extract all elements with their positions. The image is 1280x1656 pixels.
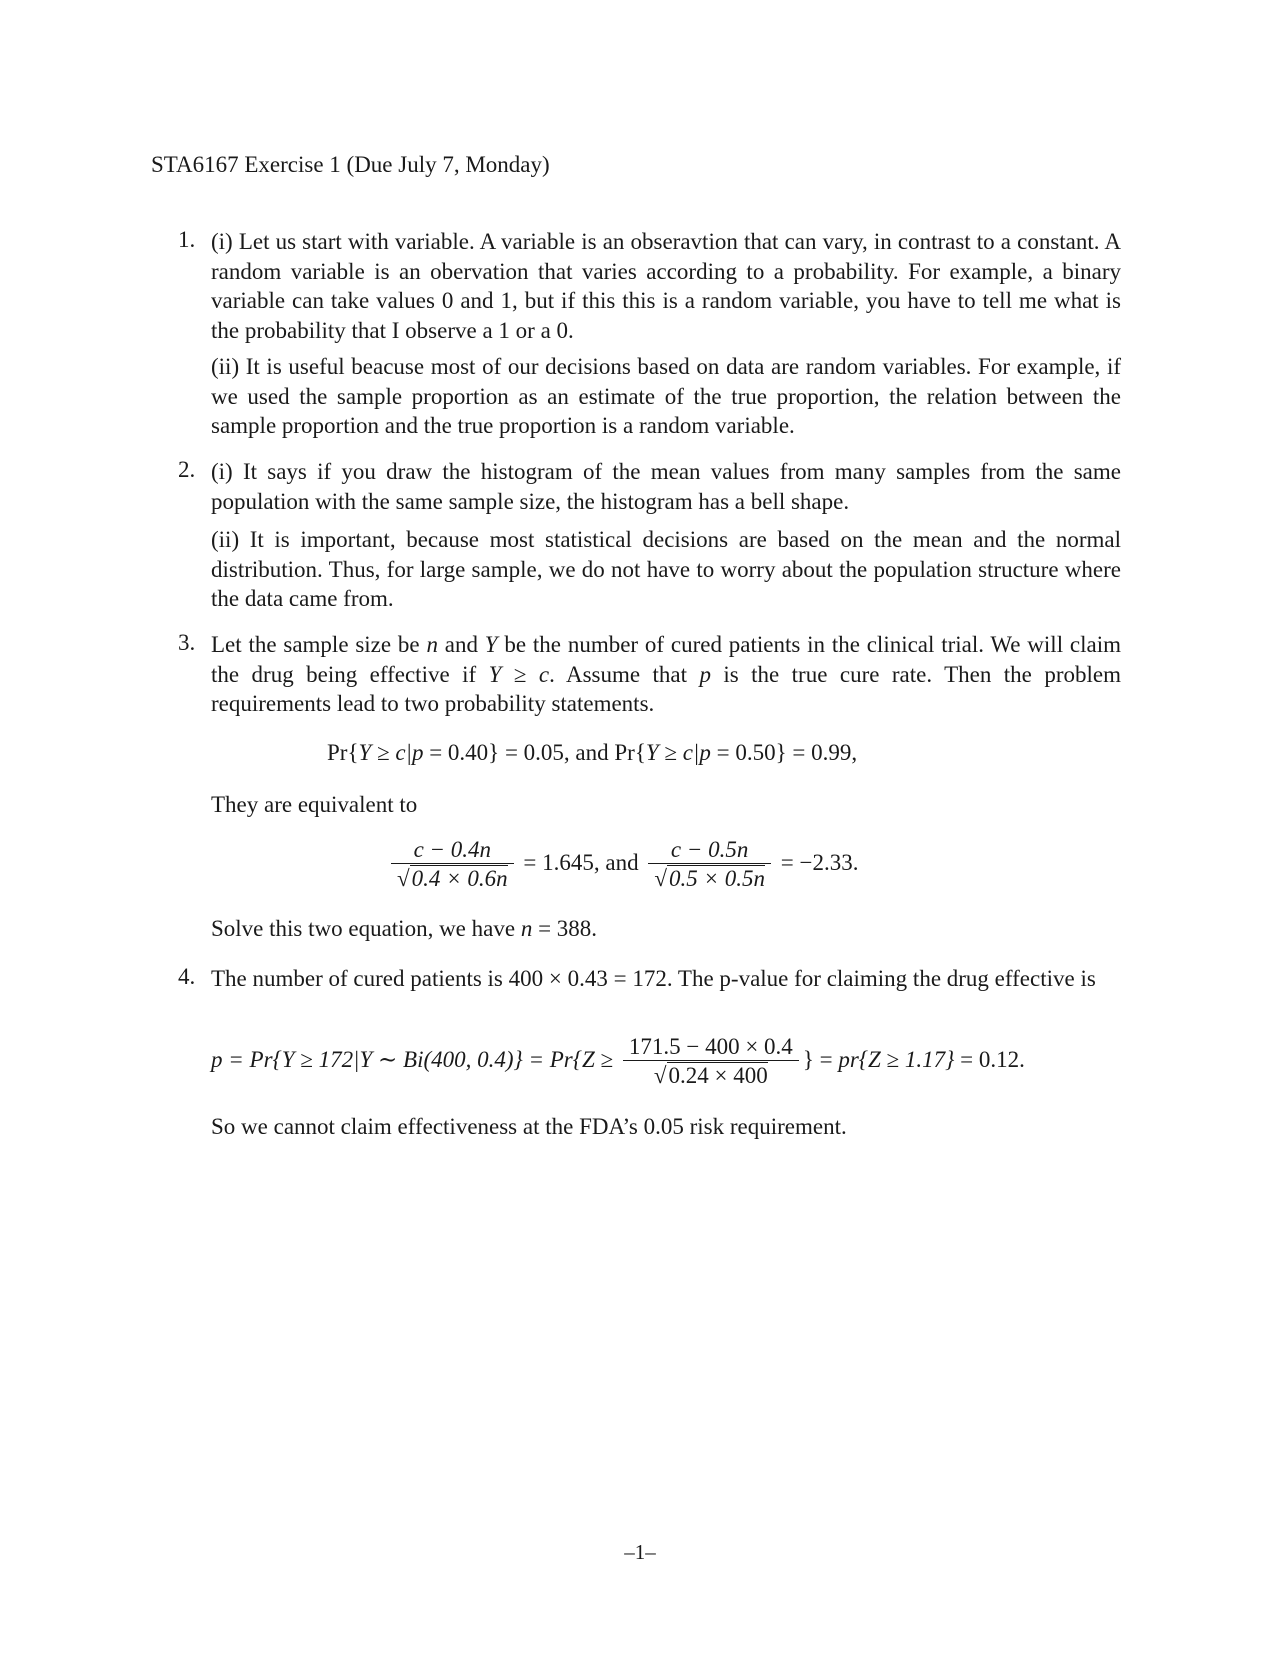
item-number: 4. [178,964,196,989]
equivalence-text: They are equivalent to [211,792,418,817]
item-3-intro: Let the sample size be n and Y be the number of cured patients in the clinical trial. We will claim the drug being effective if Y ≥ c. Assume that p is the true cure rate. Then the problem requirements lead to two probability statements. [211,632,1121,716]
item-number: 1. [178,227,196,252]
page-title: STA6167 Exercise 1 (Due July 7, Monday) [151,152,550,177]
item-number: 3. [178,630,196,655]
var-n: n [426,632,438,657]
solution-text: Solve this two equation, we have n = 388. [211,916,598,941]
page-number: –1– [624,1540,656,1564]
inequality: Y ≥ c [488,661,550,687]
item-number: 2. [178,457,196,482]
item-1-part-i: (i) Let us start with variable. A variable is an obseravtion that can vary, in contrast to a constant. A random variable is an obervation that varies according to a probability. For example, a binary variable can take values 0 and 1, but if this this is a random variable, you have to tell me what is the probability that I observe a 1 or a 0. [211,229,1121,343]
conclusion-text: So we cannot claim effectiveness at the FDA’s 0.05 risk requirement. [211,1114,847,1139]
equation-p-value: p = Pr{Y ≥ 172|Y ∼ Bi(400, 0.4)} = Pr{Z ≥ $\frac{171.5 - 400 \times 0.4}{√0.24 \times 400}$ } = pr{Z ≥ 1.17} = 0.12. [211,1034,1025,1088]
fraction-1: $\frac{c - 0.4n}{√0.4 \times 0.6n}$ [391,837,514,892]
item-1-part-ii: (ii) It is useful beacuse most of our decisions based on data are random variables. For example, if we used the sample proportion as an estimate of the true proportion, the relation between the sample proportion and the true proportion is a random variable. [211,354,1121,438]
equation-normal-approx: $\frac{c - 0.4n}{√0.4 \times 0.6n}$ = 1.645, and $\frac{c - 0.5n}{√0.5 \times 0.5n}$ = −2.33. [387,837,858,892]
var-y: Y [484,632,498,657]
item-4-intro: The number of cured patients is 400 × 0.43 = 172. The p-value for claiming the drug effective is [211,966,1096,991]
var-p: p [699,661,711,687]
fraction-z: $\frac{171.5 - 400 \times 0.4}{√0.24 \times 400}$ [623,1034,799,1089]
fraction-2: $\frac{c - 0.5n}{√0.5 \times 0.5n}$ [648,837,771,892]
item-2-part-i: (i) It says if you draw the histogram of the mean values from many samples from the same population with the same sample size, the histogram has a bell shape. [211,459,1121,514]
item-2-part-ii: (ii) It is important, because most statistical decisions are based on the mean and the normal distribution. Thus, for large sample, we do not have to worry about the population structure where the data came from. [211,527,1121,611]
equation-probability-statements: Pr{Y ≥ c|p = 0.40} = 0.05, and Pr{Y ≥ c|p = 0.50} = 0.99, [327,740,858,765]
